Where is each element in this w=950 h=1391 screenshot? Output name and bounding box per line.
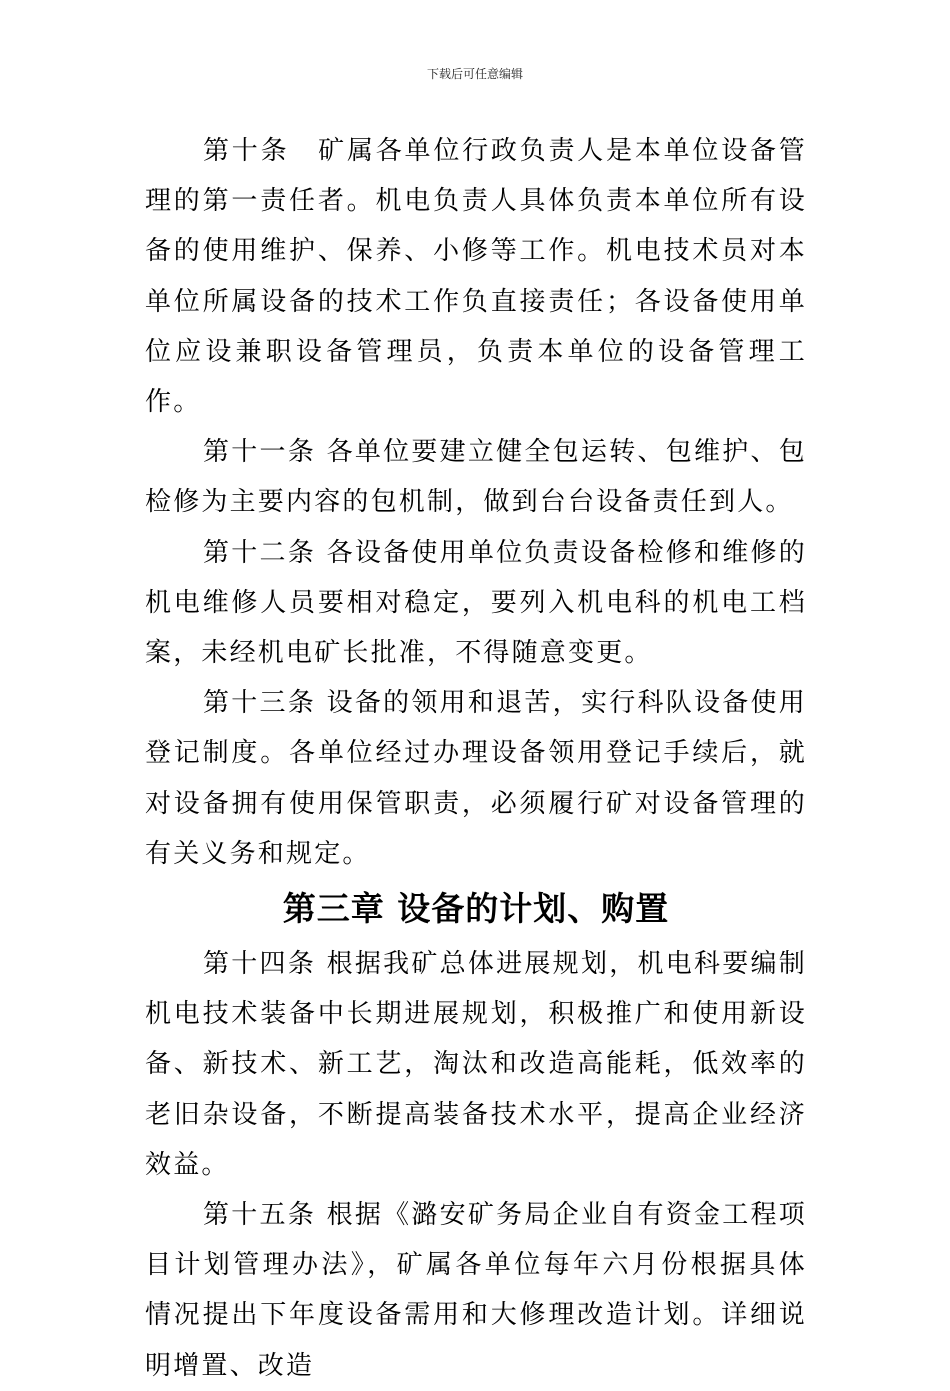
article-10-paragraph: 第十条 矿属各单位行政负责人是本单位设备管理的第一责任者。机电负责人具体负责本单位所有设备的使用维护、保养、小修等工作。机电技术员对本单位所属设备的技术工作负直接责任；各设备使用单位应设兼职设备管理员，负责本单位的设备管理工作。 — [145, 136, 807, 418]
page-header: 下载后可任意编辑 — [426, 67, 523, 81]
document-body — [145, 126, 807, 1391]
article-14-paragraph: 第十四条 根据我矿总体进展规划，机电科要编制机电技术装备中长期进展规划，积极推广和使用新设备、新技术、新工艺，淘汰和改造高能耗，低效率的老旧杂设备，不断提高装备技术水平，提高企业经济效益。 — [145, 949, 807, 1180]
article-15-paragraph: 第十五条 根据《潞安矿务局企业自有资金工程项目计划管理办法》，矿属各单位每年六月份根据具体情况提出下年度设备需用和大修理改造计划。详细说明增置、改造 — [145, 1200, 807, 1381]
article-11-paragraph: 第十一条 各单位要建立健全包运转、包维护、包检修为主要内容的包机制，做到台台设备责任到人。 — [145, 437, 807, 518]
chapter-title: 第三章 设备的计划、购置 — [282, 889, 670, 929]
article-13-paragraph: 第十三条 设备的领用和退苦，实行科队设备使用登记制度。各单位经过办理设备领用登记手续后，就对设备拥有使用保管职责，必须履行矿对设备管理的有关义务和规定。 — [145, 688, 807, 869]
article-12-paragraph: 第十二条 各设备使用单位负责设备检修和维修的机电维修人员要相对稳定，要列入机电科的机电工档案，未经机电矿长批准，不得随意变更。 — [145, 537, 807, 669]
